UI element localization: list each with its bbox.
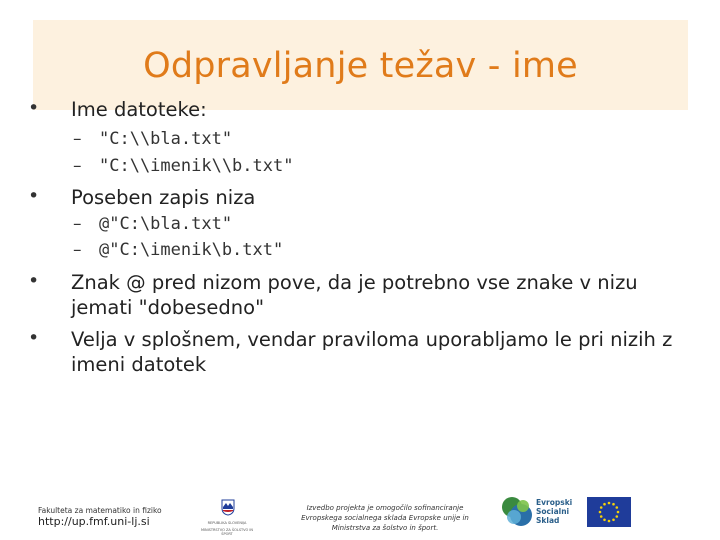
bullet-item: Poseben zapis niza xyxy=(71,186,256,209)
bullet-item: Velja v splošnem, vendar praviloma uporabljamo le pri nizih z imeni datotek xyxy=(71,328,673,376)
bullet-marker: • xyxy=(28,327,40,349)
sub-bullet-dash: – xyxy=(73,156,82,176)
funding-line-3: Ministrstva za šolstvo in šport. xyxy=(331,524,439,532)
bullet-item: Ime datoteke: xyxy=(71,98,207,121)
eu-star xyxy=(617,511,620,514)
esf-line-3: Sklad xyxy=(536,516,560,525)
code-subitem: @"C:\bla.txt" xyxy=(99,214,233,234)
bullet-marker: • xyxy=(28,270,40,292)
eu-star xyxy=(615,506,618,509)
code-subitem: @"C:\imenik\b.txt" xyxy=(99,240,284,260)
eu-star xyxy=(600,506,603,509)
eu-star xyxy=(612,503,615,506)
footer xyxy=(0,490,720,540)
slide-title: Odpravljanje težav - ime xyxy=(143,46,578,86)
code-subitem: "C:\\bla.txt" xyxy=(99,129,233,149)
sub-bullet-dash: – xyxy=(73,214,82,234)
eu-star xyxy=(600,515,603,518)
eu-star xyxy=(603,503,606,506)
code-subitem: "C:\\imenik\\b.txt" xyxy=(99,156,294,176)
ministry-line-2: MINISTRSTVO ZA ŠOLSTVO IN ŠPORT xyxy=(200,528,254,536)
eu-star xyxy=(603,518,606,521)
funding-line-2: Evropskega socialnega sklada Evropske unije in xyxy=(301,514,469,522)
ministry-line-1: REPUBLIKA SLOVENIJA xyxy=(207,521,247,525)
funding-note xyxy=(285,503,485,533)
eu-star xyxy=(615,515,618,518)
faculty-url-link[interactable]: http://up.fmf.uni-lj.si xyxy=(38,515,150,528)
esf-logo-icon xyxy=(500,495,534,529)
ministry-crest-icon xyxy=(221,499,235,516)
ministry-logo xyxy=(195,499,259,536)
eu-star xyxy=(608,520,611,523)
sub-bullet-dash: – xyxy=(73,240,82,260)
esf-label xyxy=(536,498,572,525)
eu-star xyxy=(608,502,611,505)
bullet-marker: • xyxy=(28,185,40,207)
esf-line-1: Evropski xyxy=(536,498,573,507)
sub-bullet-dash: – xyxy=(73,129,82,149)
bullet-item: Znak @ pred nizom pove, da je potrebno vse znake v nizu jemati "dobesedno" xyxy=(71,271,638,319)
eu-star xyxy=(599,511,602,514)
eu-flag-icon xyxy=(587,497,631,527)
bullet-marker: • xyxy=(28,97,40,119)
esf-line-2: Socialni xyxy=(536,507,570,516)
funding-line-1: Izvedbo projekta je omogočilo sofinanciranje xyxy=(306,504,464,512)
faculty-name: Fakulteta za matematiko in fiziko xyxy=(38,506,162,515)
eu-star xyxy=(612,518,615,521)
